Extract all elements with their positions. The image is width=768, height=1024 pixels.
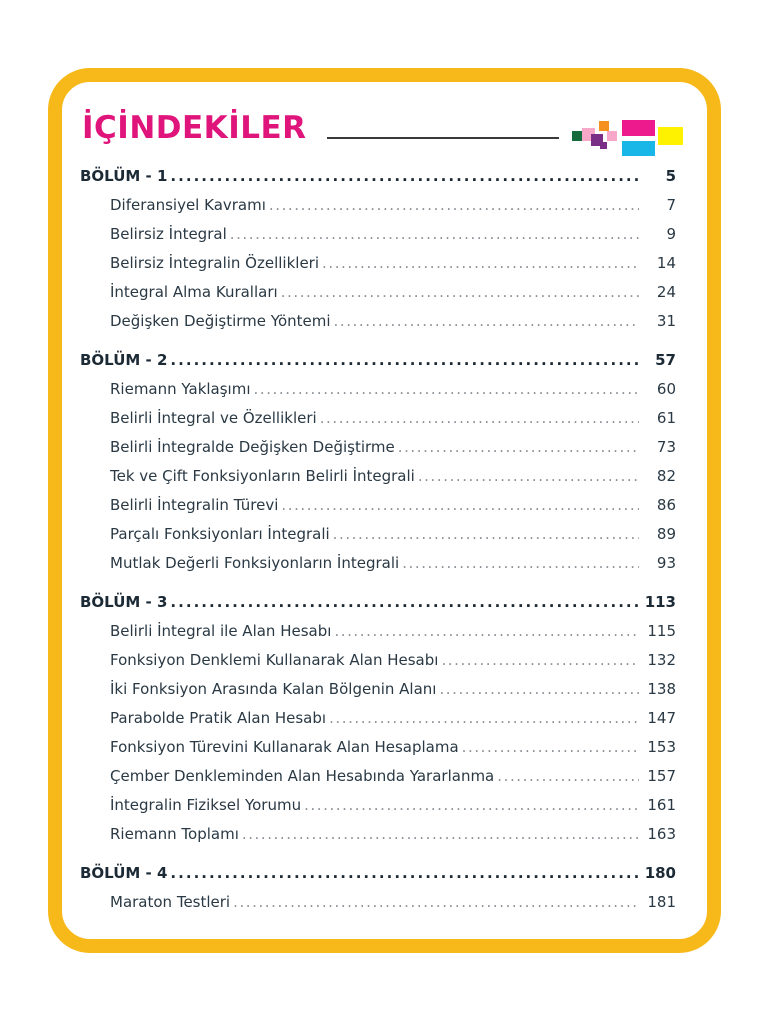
- toc-entry[interactable]: Tek ve Çift Fonksiyonların Belirli İntegrali . . . 82: [80, 462, 676, 491]
- toc-entry[interactable]: İki Fonksiyon Arasında Kalan Bölgenin Alanı . . . 138: [80, 675, 676, 704]
- page-title: İÇİNDEKİLER: [82, 110, 307, 146]
- toc-entry[interactable]: Mutlak Değerli Fonksiyonların İntegrali . . . 93: [80, 549, 676, 578]
- toc-entry[interactable]: Belirli İntegral ve Özellikleri . . . 61: [80, 404, 676, 433]
- toc-part-1[interactable]: BÖLÜM - 1 . . . 5: [80, 162, 676, 191]
- purple-square-small: [600, 142, 607, 149]
- title-underline: [327, 137, 559, 139]
- toc-entry[interactable]: Değişken Değiştirme Yöntemi . . . 31: [80, 307, 676, 336]
- toc-entry[interactable]: Belirli İntegral ile Alan Hesabı . . . 115: [80, 617, 676, 646]
- toc-entry[interactable]: Parabolde Pratik Alan Hesabı . . . 147: [80, 704, 676, 733]
- toc-entry[interactable]: Diferansiyel Kavramı . . . 7: [80, 191, 676, 220]
- toc-part-2[interactable]: BÖLÜM - 2 . . . 57: [80, 346, 676, 375]
- toc-entry[interactable]: Fonksiyon Denklemi Kullanarak Alan Hesabı . . . 132: [80, 646, 676, 675]
- magenta-square: [622, 120, 655, 136]
- cyan-square: [622, 141, 655, 156]
- toc-entry[interactable]: Maraton Testleri . . . 181: [80, 888, 676, 917]
- toc-entry[interactable]: Riemann Yaklaşımı . . . 60: [80, 375, 676, 404]
- toc-entry[interactable]: İntegralin Fiziksel Yorumu . . . 161: [80, 791, 676, 820]
- table-of-contents: [80, 162, 676, 917]
- toc-entry[interactable]: Fonksiyon Türevini Kullanarak Alan Hesaplama . . . 153: [80, 733, 676, 762]
- toc-entry[interactable]: Belirli İntegralde Değişken Değiştirme . . . 73: [80, 433, 676, 462]
- toc-part-3[interactable]: BÖLÜM - 3 . . . 113: [80, 588, 676, 617]
- toc-entry[interactable]: Belirli İntegralin Türevi . . . 86: [80, 491, 676, 520]
- toc-entry[interactable]: Belirsiz İntegralin Özellikleri . . . 14: [80, 249, 676, 278]
- toc-entry[interactable]: Belirsiz İntegral . . . 9: [80, 220, 676, 249]
- toc-part-4[interactable]: BÖLÜM - 4 . . . 180: [80, 859, 676, 888]
- yellow-square: [658, 127, 683, 145]
- pink-square-small: [607, 131, 617, 141]
- green-square: [572, 131, 582, 141]
- toc-entry[interactable]: İntegral Alma Kuralları . . . 24: [80, 278, 676, 307]
- toc-entry[interactable]: Çember Denkleminden Alan Hesabında Yararlanma . . . 157: [80, 762, 676, 791]
- orange-square: [599, 121, 609, 131]
- toc-entry[interactable]: Parçalı Fonksiyonları İntegrali . . . 89: [80, 520, 676, 549]
- toc-entry[interactable]: Riemann Toplamı . . . 163: [80, 820, 676, 849]
